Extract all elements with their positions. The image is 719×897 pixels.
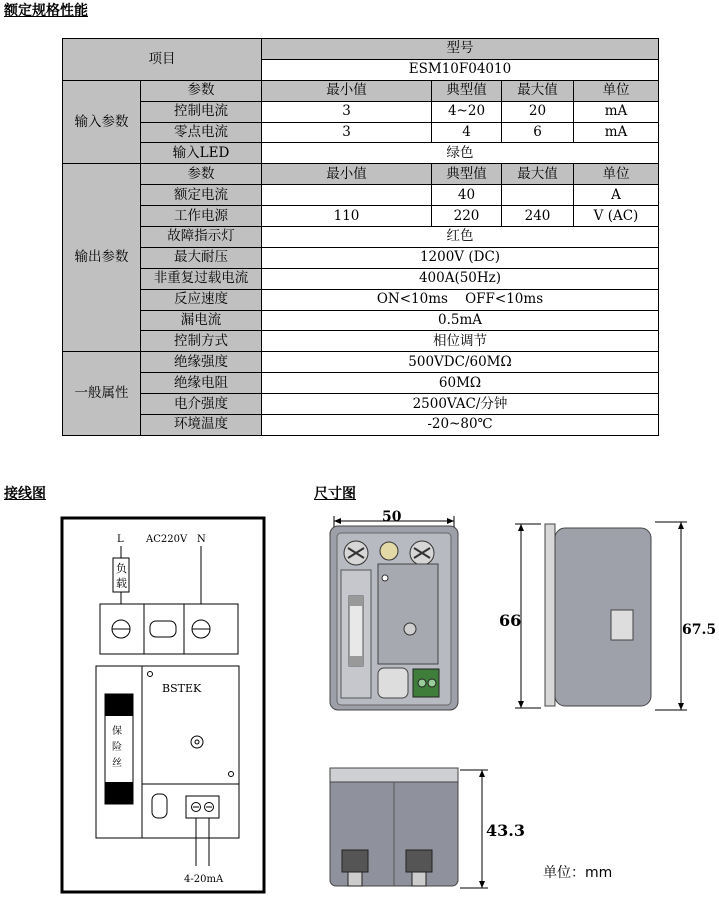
span-value: 500VDC/60MΩ xyxy=(262,352,659,373)
param-name: 漏电流 xyxy=(141,310,262,331)
height-label: 66 xyxy=(499,611,522,630)
control-terminal xyxy=(186,796,219,818)
table-row xyxy=(63,227,659,248)
input-group-label: 输入参数 xyxy=(63,80,141,164)
span-value: 2500VAC/分钟 xyxy=(262,394,659,415)
col-param: 参数 xyxy=(141,80,262,101)
param-name: 额定电流 xyxy=(141,185,262,206)
width-label: 50 xyxy=(382,509,402,525)
span-value: 绿色 xyxy=(262,143,659,164)
load-char-2: 载 xyxy=(116,577,127,590)
model-value: ESM10F04010 xyxy=(262,59,659,80)
spec-table xyxy=(62,38,659,436)
col-unit: 单位 xyxy=(574,80,659,101)
param-name: 非重复过载电流 xyxy=(141,268,262,289)
span-value: 1200V (DC) xyxy=(262,247,659,268)
col-unit: 单位 xyxy=(574,164,659,185)
min-value: 3 xyxy=(262,101,432,122)
thickness-label: 43.3 xyxy=(486,821,525,840)
unit-value: mA xyxy=(574,101,659,122)
table-row xyxy=(63,331,659,352)
param-name: 环境温度 xyxy=(141,415,262,436)
fuse-char-1: 保 xyxy=(112,726,122,737)
param-name: 输入LED xyxy=(141,143,262,164)
unit-note: 单位：mm xyxy=(543,865,613,881)
param-name: 最大耐压 xyxy=(141,247,262,268)
typ-value: 220 xyxy=(432,206,502,227)
table-row xyxy=(63,373,659,394)
bottom-view xyxy=(320,760,540,895)
col-param: 参数 xyxy=(141,164,262,185)
col-max: 最大值 xyxy=(502,80,574,101)
param-name: 电介强度 xyxy=(141,394,262,415)
table-row xyxy=(63,247,659,268)
max-value: 240 xyxy=(502,206,574,227)
param-name: 反应速度 xyxy=(141,289,262,310)
param-name: 控制电流 xyxy=(141,101,262,122)
table-row xyxy=(63,101,659,122)
table-row xyxy=(63,310,659,331)
min-value: 110 xyxy=(262,206,432,227)
col-typ: 典型值 xyxy=(432,164,502,185)
table-row xyxy=(63,122,659,143)
fuse-char-2: 险 xyxy=(112,742,122,753)
param-name: 故障指示灯 xyxy=(141,227,262,248)
col-max: 最大值 xyxy=(502,164,574,185)
typ-value: 4 xyxy=(432,122,502,143)
span-value: 400A(50Hz) xyxy=(262,268,659,289)
wiring-l-label: L xyxy=(117,534,124,545)
span-value: ON<10ms OFF<10ms xyxy=(262,289,659,310)
col-typ: 典型值 xyxy=(432,80,502,101)
min-value xyxy=(262,185,432,206)
table-row xyxy=(63,206,659,227)
max-value xyxy=(502,185,574,206)
wiring-heading: 接线图 xyxy=(4,486,46,502)
param-name: 绝缘强度 xyxy=(141,352,262,373)
fuse-char-3: 丝 xyxy=(112,758,122,769)
side-view xyxy=(495,516,717,716)
param-name: 绝缘电阻 xyxy=(141,373,262,394)
param-name: 零点电流 xyxy=(141,122,262,143)
control-label: 4-20mA xyxy=(184,874,224,885)
unit-value: V (AC) xyxy=(574,206,659,227)
param-name: 控制方式 xyxy=(141,331,262,352)
spec-heading: 额定规格性能 xyxy=(4,3,88,19)
wiring-n-label: N xyxy=(197,534,206,545)
span-value: 相位调节 xyxy=(262,331,659,352)
typ-value: 40 xyxy=(432,185,502,206)
adjust-screw-icon xyxy=(191,736,203,748)
table-row xyxy=(63,268,659,289)
wiring-supply-label: AC220V xyxy=(146,534,188,545)
table-row xyxy=(63,289,659,310)
table-row xyxy=(63,143,659,164)
max-value: 6 xyxy=(502,122,574,143)
unit-value: A xyxy=(574,185,659,206)
col-min: 最小值 xyxy=(262,164,432,185)
param-name: 工作电源 xyxy=(141,206,262,227)
span-value: -20~80℃ xyxy=(262,415,659,436)
load-char-1: 负 xyxy=(116,562,127,575)
unit-value: mA xyxy=(574,122,659,143)
table-row xyxy=(63,352,659,373)
general-group-label: 一般属性 xyxy=(63,352,141,436)
wiring-diagram xyxy=(60,516,268,896)
dimensions-heading: 尺寸图 xyxy=(314,486,356,502)
max-value: 20 xyxy=(502,101,574,122)
table-row xyxy=(63,394,659,415)
span-value: 60MΩ xyxy=(262,373,659,394)
span-value: 0.5mA xyxy=(262,310,659,331)
min-value: 3 xyxy=(262,122,432,143)
col-min: 最小值 xyxy=(262,80,432,101)
item-header: 项目 xyxy=(63,39,262,81)
model-header: 型号 xyxy=(262,39,659,60)
front-view xyxy=(325,506,465,716)
brand-label: BSTEK xyxy=(162,682,202,695)
depth-label: 67.5 xyxy=(682,622,717,638)
span-value: 红色 xyxy=(262,227,659,248)
typ-value: 4~20 xyxy=(432,101,502,122)
table-row xyxy=(63,185,659,206)
output-group-label: 输出参数 xyxy=(63,164,141,352)
table-row xyxy=(63,415,659,436)
